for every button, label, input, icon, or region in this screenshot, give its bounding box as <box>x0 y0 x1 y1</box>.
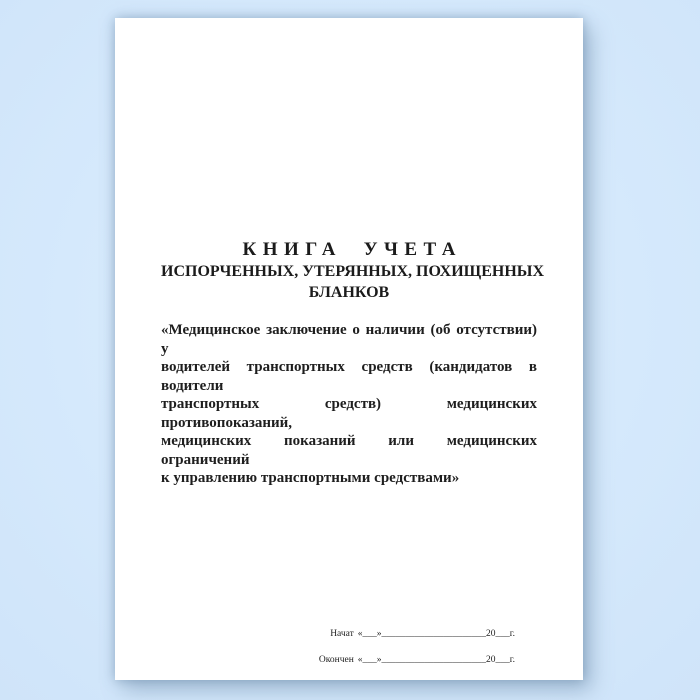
started-row <box>161 628 515 640</box>
date-fields <box>161 628 537 666</box>
subtitle-line: «Медицинское заключение о наличии (об отсутствии) у <box>161 322 537 357</box>
title-line-secondary: ИСПОРЧЕННЫХ, УТЕРЯННЫХ, ПОХИЩЕННЫХ <box>161 263 545 280</box>
started-year-prefix: 20 <box>486 628 496 639</box>
finished-date-blank-line: ______________________ <box>381 654 487 665</box>
started-day-blank: «___» <box>357 628 382 639</box>
finished-row <box>161 654 515 666</box>
finished-label: Окончен <box>318 654 354 665</box>
started-year-blank: ___ <box>495 628 510 639</box>
started-date-blank-line: ______________________ <box>381 628 487 639</box>
finished-year-suffix: г. <box>509 654 515 665</box>
document-page <box>115 18 583 680</box>
finished-day-blank: «___» <box>357 654 382 665</box>
started-label: Начат <box>330 628 354 639</box>
subtitle-line: к управлению транспортными средствами» <box>161 470 460 486</box>
title-line-tertiary: БЛАНКОВ <box>308 284 390 301</box>
title-line-main: КНИГА УЧЕТА <box>242 239 462 260</box>
started-year-suffix: г. <box>509 628 515 639</box>
finished-year-blank: ___ <box>495 654 510 665</box>
subtitle-line: водителей транспортных средств (кандидатов в водители <box>161 359 537 394</box>
subtitle-paragraph <box>161 321 537 488</box>
subtitle-line: медицинских показаний или медицинских ограничений <box>161 433 537 468</box>
subtitle-line: транспортных средств) медицинских противопоказаний, <box>161 396 537 431</box>
document-title <box>161 239 545 303</box>
finished-year-prefix: 20 <box>486 654 496 665</box>
